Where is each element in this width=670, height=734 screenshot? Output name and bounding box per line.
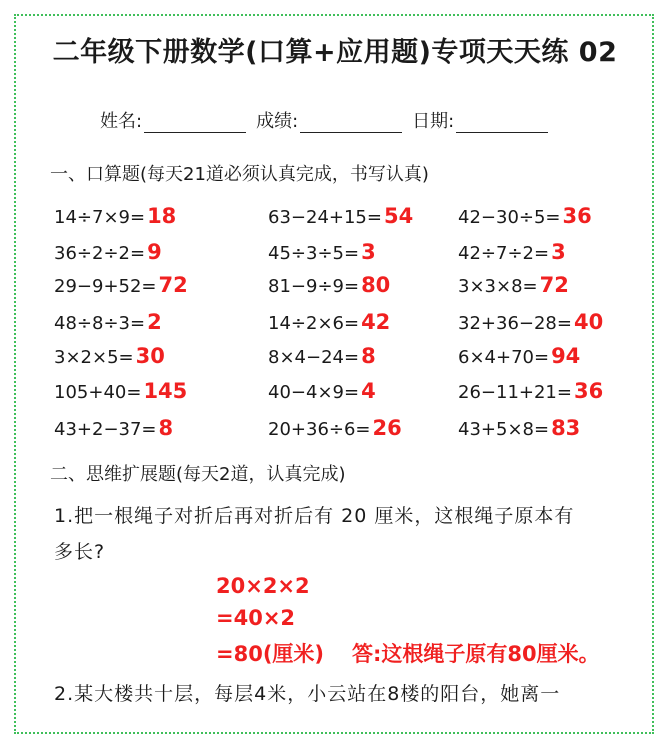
- calc-item: [54, 310, 162, 334]
- problem1-answer: 答:这根绳子原有80厘米。: [352, 642, 600, 666]
- calc-question: 40−4×9=: [268, 382, 360, 403]
- calc-question: 6×4+70=: [458, 347, 550, 368]
- date-blank[interactable]: [456, 112, 548, 133]
- problem1-text: [54, 498, 654, 570]
- calc-answer: 8: [158, 416, 174, 440]
- calc-question: 20+36÷6=: [268, 419, 371, 440]
- calc-answer: 72: [158, 273, 188, 297]
- calc-answer: 4: [361, 379, 376, 403]
- calc-answer: 36: [573, 379, 604, 403]
- calc-answer: 54: [383, 204, 414, 228]
- calc-item: [458, 204, 592, 228]
- calc-question: 36÷2÷2=: [54, 243, 146, 264]
- date-label: 日期:: [412, 111, 455, 132]
- calc-question: 42−30÷5=: [458, 207, 561, 228]
- calc-answer: 26: [372, 416, 402, 440]
- section1-heading: 一、口算题(每天21道必须认真完成，书写认真): [50, 164, 429, 185]
- name-blank[interactable]: [144, 112, 246, 133]
- name-label: 姓名:: [100, 111, 143, 132]
- calc-question: 26−11+21=: [458, 382, 572, 403]
- calc-item: [268, 273, 390, 297]
- problem2-text: [54, 676, 654, 712]
- calc-question: 32+36−28=: [458, 313, 572, 334]
- calc-item: [268, 204, 413, 228]
- problem1-work-step1: 20×2×2: [216, 574, 310, 598]
- problem1-line1: 1.把一根绳子对折后再对折后有 20 厘米，这根绳子原本有: [54, 505, 575, 527]
- calc-answer: 9: [147, 240, 162, 264]
- calc-question: 48÷8÷3=: [54, 313, 146, 334]
- calc-answer: 8: [361, 344, 376, 368]
- calc-answer: 3: [361, 240, 376, 264]
- calc-item: [268, 240, 376, 264]
- calc-question: 63−24+15=: [268, 207, 382, 228]
- calc-answer: 42: [361, 310, 391, 334]
- problem1-work-step2: =40×2: [216, 606, 296, 630]
- calc-item: [268, 310, 390, 334]
- calc-answer: 30: [135, 344, 165, 368]
- calc-answer: 36: [562, 204, 592, 228]
- calc-answer: 83: [551, 416, 581, 440]
- page-title: 二年级下册数学(口算+应用题)专项天天练 02: [52, 37, 618, 68]
- calc-answer: 3: [551, 240, 566, 264]
- calc-item: [268, 379, 376, 403]
- calc-question: 14÷7×9=: [54, 207, 146, 228]
- problem2-line1: 2.某大楼共十层，每层4米，小云站在8楼的阳台，她离一: [54, 683, 561, 705]
- calc-question: 3×3×8=: [458, 276, 538, 297]
- calc-item: [268, 344, 376, 368]
- problem1-line2: 多长?: [54, 541, 106, 563]
- calc-answer: 18: [147, 204, 177, 228]
- calc-question: 14÷2×6=: [268, 313, 360, 334]
- calc-question: 42÷7÷2=: [458, 243, 550, 264]
- problem1-work-step3: =80(厘米): [216, 642, 325, 666]
- calc-answer: 40: [573, 310, 604, 334]
- calc-answer: 72: [539, 273, 569, 297]
- section2-heading: 二、思维扩展题(每天2道，认真完成): [50, 464, 346, 485]
- calc-item: [458, 273, 569, 297]
- score-label: 成绩:: [256, 111, 299, 132]
- calc-item: [54, 379, 187, 403]
- calc-item: [458, 344, 580, 368]
- calc-question: 45÷3÷5=: [268, 243, 360, 264]
- calc-answer: 80: [361, 273, 391, 297]
- calc-question: 8×4−24=: [268, 347, 360, 368]
- calc-question: 105+40=: [54, 382, 142, 403]
- calc-question: 3×2×5=: [54, 347, 134, 368]
- calc-answer: 145: [143, 379, 188, 403]
- score-blank[interactable]: [300, 112, 402, 133]
- calc-item: [458, 379, 603, 403]
- calc-question: 43+5×8=: [458, 419, 550, 440]
- calc-answer: 94: [551, 344, 581, 368]
- student-info-row: [100, 107, 558, 133]
- calc-item: [54, 204, 176, 228]
- calc-item: [54, 416, 173, 440]
- calc-item: [54, 344, 165, 368]
- calc-item: [54, 240, 162, 264]
- calc-answer: 2: [147, 310, 162, 334]
- calc-question: 43+2−37=: [54, 419, 157, 440]
- calc-item: [268, 416, 402, 440]
- calc-question: 81−9÷9=: [268, 276, 360, 297]
- calc-item: [54, 273, 188, 297]
- calc-item: [458, 416, 580, 440]
- calc-item: [458, 240, 566, 264]
- calc-item: [458, 310, 603, 334]
- calc-question: 29−9+52=: [54, 276, 157, 297]
